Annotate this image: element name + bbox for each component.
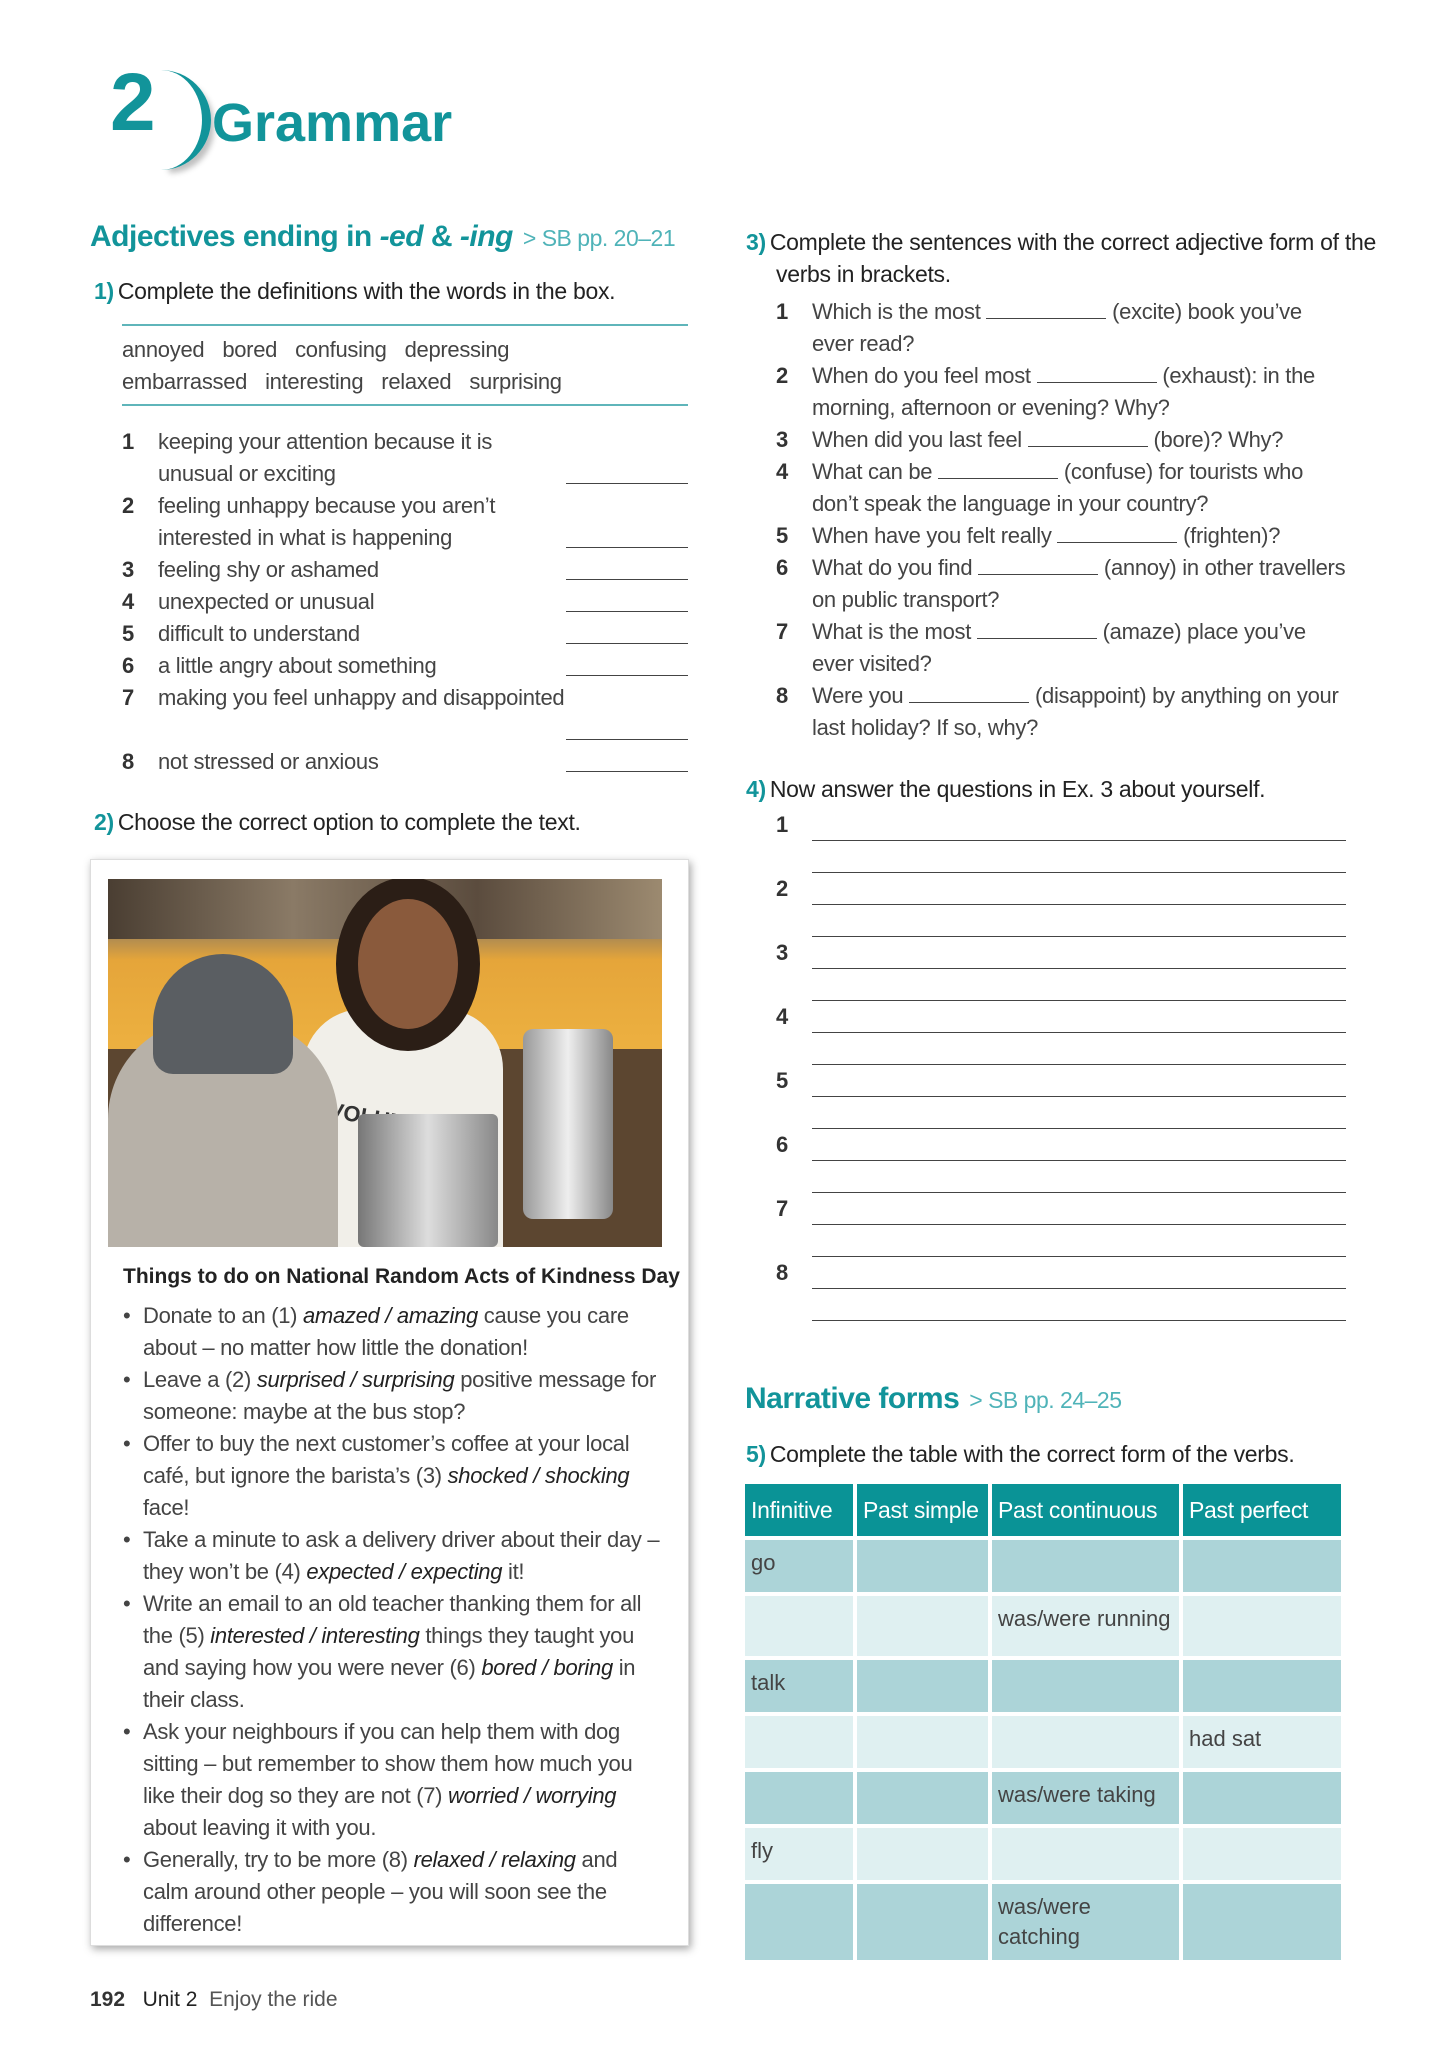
answer-line[interactable] bbox=[812, 904, 1346, 905]
text: Offer to buy the next customer’s coffee at your local café, but ignore the barista’s (3) bbox=[143, 1431, 630, 1488]
instruction-text: Now answer the questions in Ex. 3 about yourself. bbox=[769, 776, 1266, 802]
item-number: 6 bbox=[776, 555, 788, 580]
list-item bbox=[123, 1364, 663, 1428]
answer-item bbox=[776, 1196, 1346, 1260]
unit-number: 2 bbox=[110, 57, 156, 148]
answer-blank[interactable] bbox=[1028, 426, 1148, 447]
text: (confuse) for tourists who don’t speak the language in your country? bbox=[812, 459, 1304, 516]
definition-item bbox=[122, 650, 688, 682]
table-cell[interactable] bbox=[1183, 1660, 1341, 1712]
question-item bbox=[776, 552, 1346, 616]
exercise-number: 4) bbox=[746, 776, 766, 802]
word: bored bbox=[222, 337, 278, 362]
table-cell[interactable] bbox=[1183, 1772, 1341, 1824]
text: Take a minute to ask a delivery driver about their day – they won’t be (4) bbox=[143, 1527, 660, 1584]
definition-text: feeling unhappy because you aren’t interested in what is happening bbox=[158, 493, 496, 550]
answer-blank[interactable] bbox=[566, 579, 688, 580]
question-item bbox=[776, 424, 1346, 456]
answer-blank[interactable] bbox=[566, 483, 688, 484]
answer-line[interactable] bbox=[812, 1224, 1346, 1225]
table-cell[interactable] bbox=[857, 1660, 988, 1712]
table-cell[interactable] bbox=[992, 1660, 1179, 1712]
heading-ed: -ed bbox=[379, 220, 424, 253]
text: in their class. bbox=[143, 1655, 636, 1712]
question-item bbox=[776, 296, 1346, 360]
option-choice[interactable]: interested / interesting bbox=[210, 1623, 420, 1648]
text: Were you bbox=[812, 683, 910, 708]
answer-item bbox=[776, 1068, 1346, 1132]
text: Donate to an (1) bbox=[143, 1303, 303, 1328]
question-item bbox=[776, 680, 1346, 744]
definition-item bbox=[122, 746, 688, 778]
word: embarrassed bbox=[122, 369, 248, 394]
answer-blank[interactable] bbox=[986, 298, 1106, 319]
definition-text: unexpected or unusual bbox=[158, 589, 375, 614]
exercise-number: 2) bbox=[94, 809, 114, 835]
text: (annoy) in other travellers on public transport? bbox=[812, 555, 1346, 612]
instruction-text: Complete the table with the correct form of the verbs. bbox=[769, 1441, 1295, 1467]
item-number: 1 bbox=[776, 812, 788, 837]
answer-line[interactable] bbox=[812, 840, 1346, 841]
beanie-hat bbox=[153, 954, 293, 1074]
exercise-1-instruction bbox=[94, 278, 615, 305]
item-number: 7 bbox=[776, 619, 788, 644]
page-title: Grammar bbox=[212, 93, 453, 153]
word: depressing bbox=[404, 337, 510, 362]
table-cell[interactable] bbox=[1183, 1540, 1341, 1592]
item-number: 6 bbox=[776, 1132, 788, 1157]
option-choice[interactable]: surprised / surprising bbox=[256, 1367, 455, 1392]
answer-blank[interactable] bbox=[977, 618, 1097, 639]
answer-line[interactable] bbox=[812, 1288, 1346, 1289]
definition-text: a little angry about something bbox=[158, 653, 437, 678]
text: What do you find bbox=[812, 555, 979, 580]
verb-forms-table bbox=[741, 1480, 1345, 1964]
definition-item bbox=[122, 554, 688, 586]
answer-line[interactable] bbox=[812, 1192, 1346, 1193]
word: relaxed bbox=[381, 369, 452, 394]
word: interesting bbox=[265, 369, 364, 394]
list-item bbox=[123, 1716, 663, 1844]
unit-arc-icon bbox=[160, 70, 211, 170]
column-header: Infinitive bbox=[745, 1484, 853, 1536]
table-row bbox=[745, 1540, 1341, 1592]
answer-blank[interactable] bbox=[566, 739, 688, 740]
table-row bbox=[745, 1828, 1341, 1880]
text: cause you care about – no matter how little the donation! bbox=[143, 1303, 629, 1360]
volunteer-photo bbox=[108, 879, 662, 1247]
heading-text: Narrative forms bbox=[745, 1382, 960, 1415]
table-cell: talk bbox=[745, 1660, 853, 1712]
item-number: 7 bbox=[122, 685, 134, 710]
text: positive message for someone: maybe at the bus stop? bbox=[143, 1367, 656, 1424]
table-cell[interactable] bbox=[1183, 1596, 1341, 1656]
table-cell: was/were catching bbox=[992, 1884, 1179, 1960]
text: Generally, try to be more (8) bbox=[143, 1847, 414, 1872]
answer-line[interactable] bbox=[812, 1032, 1346, 1033]
column-header: Past perfect bbox=[1183, 1484, 1341, 1536]
definition-item bbox=[122, 682, 688, 746]
instruction-text: Choose the correct option to complete the text. bbox=[117, 809, 581, 835]
answer-blank[interactable] bbox=[1057, 522, 1177, 543]
column-header: Past continuous bbox=[992, 1484, 1179, 1536]
answer-line[interactable] bbox=[812, 1096, 1346, 1097]
answer-line[interactable] bbox=[812, 936, 1346, 937]
item-number: 2 bbox=[776, 363, 788, 388]
definition-item bbox=[122, 426, 688, 490]
word: surprising bbox=[469, 369, 562, 394]
instruction-text: Complete the sentences with the correct adjective form of the verbs in brackets. bbox=[769, 229, 1376, 287]
question-item bbox=[776, 456, 1346, 520]
question-item bbox=[776, 520, 1346, 552]
definition-text: making you feel unhappy and disappointed bbox=[158, 685, 565, 710]
table-cell: go bbox=[745, 1540, 853, 1592]
item-number: 4 bbox=[776, 459, 788, 484]
item-number: 2 bbox=[122, 493, 134, 518]
item-number: 7 bbox=[776, 1196, 788, 1221]
text: When have you felt really bbox=[812, 523, 1058, 548]
text: When did you last feel bbox=[812, 427, 1028, 452]
text: Leave a (2) bbox=[143, 1367, 257, 1392]
volunteer-face bbox=[358, 899, 458, 1029]
item-number: 5 bbox=[122, 621, 134, 646]
item-number: 3 bbox=[776, 427, 788, 452]
heading-text: Adjectives ending in bbox=[90, 220, 380, 253]
text: What is the most bbox=[812, 619, 977, 644]
answer-blank[interactable] bbox=[909, 682, 1029, 703]
soup-pot bbox=[358, 1114, 498, 1247]
option-choice[interactable]: relaxed / relaxing bbox=[413, 1847, 576, 1872]
answer-blank[interactable] bbox=[1037, 362, 1157, 383]
exercise-3-items bbox=[776, 296, 1346, 744]
text: Write an email to an old teacher thanking them for all the (5) bbox=[143, 1591, 642, 1648]
text: things they taught you and saying how you were never (6) bbox=[143, 1623, 635, 1680]
word: annoyed bbox=[122, 337, 205, 362]
item-number: 6 bbox=[122, 653, 134, 678]
answer-blank[interactable] bbox=[978, 554, 1098, 575]
item-number: 4 bbox=[122, 589, 134, 614]
text: (amaze) place you’ve ever visited? bbox=[812, 619, 1306, 676]
answer-item bbox=[776, 876, 1346, 940]
exercise-2-instruction bbox=[94, 809, 581, 836]
table-cell[interactable] bbox=[857, 1772, 988, 1824]
exercise-number: 5) bbox=[746, 1441, 766, 1467]
table-header bbox=[745, 1484, 1341, 1536]
item-number: 4 bbox=[776, 1004, 788, 1029]
text: it! bbox=[502, 1559, 525, 1584]
table-cell[interactable] bbox=[745, 1884, 853, 1960]
text: (excite) book you’ve ever read? bbox=[812, 299, 1302, 356]
page-number: 192 bbox=[90, 1988, 126, 2011]
text: When do you feel most bbox=[812, 363, 1037, 388]
table-cell[interactable] bbox=[857, 1596, 988, 1656]
item-number: 2 bbox=[776, 876, 788, 901]
definitions-list bbox=[122, 426, 688, 778]
section-heading-narrative bbox=[745, 1382, 1121, 1416]
list-item bbox=[123, 1844, 663, 1940]
answer-blank[interactable] bbox=[566, 675, 688, 676]
table-row bbox=[745, 1660, 1341, 1712]
option-choice[interactable]: amazed / amazing bbox=[303, 1303, 478, 1328]
exercise-number: 1) bbox=[94, 278, 114, 304]
answer-blank[interactable] bbox=[566, 611, 688, 612]
item-number: 5 bbox=[776, 1068, 788, 1093]
answer-blank[interactable] bbox=[566, 771, 688, 772]
instruction-text: Complete the definitions with the words in the box. bbox=[117, 278, 616, 304]
answer-line[interactable] bbox=[812, 1128, 1346, 1129]
heading-amp: & bbox=[423, 220, 460, 253]
list-item bbox=[123, 1428, 663, 1524]
answer-blank[interactable] bbox=[566, 547, 688, 548]
table-row bbox=[745, 1884, 1341, 1960]
table-cell[interactable] bbox=[992, 1716, 1179, 1768]
item-number: 8 bbox=[122, 749, 134, 774]
table-cell[interactable] bbox=[745, 1772, 853, 1824]
column-header: Past simple bbox=[857, 1484, 988, 1536]
table-cell: fly bbox=[745, 1828, 853, 1880]
table-cell[interactable] bbox=[1183, 1828, 1341, 1880]
text: face! bbox=[143, 1495, 190, 1520]
text: and calm around other people – you will soon see the difference! bbox=[143, 1847, 618, 1936]
definition-item bbox=[122, 586, 688, 618]
item-number: 8 bbox=[776, 683, 788, 708]
text: (disappoint) by anything on your last holiday? If so, why? bbox=[812, 683, 1339, 740]
definition-item bbox=[122, 618, 688, 650]
text: (frighten)? bbox=[1177, 523, 1281, 548]
item-number: 1 bbox=[776, 299, 788, 324]
table-cell[interactable] bbox=[857, 1716, 988, 1768]
definition-item bbox=[122, 490, 688, 554]
urn bbox=[523, 1029, 613, 1219]
answer-line[interactable] bbox=[812, 872, 1346, 873]
table-cell: had sat bbox=[1183, 1716, 1341, 1768]
sb-reference: > SB pp. 20–21 bbox=[522, 225, 676, 251]
answer-line[interactable] bbox=[812, 1000, 1346, 1001]
table-row bbox=[745, 1716, 1341, 1768]
answer-line[interactable] bbox=[812, 1256, 1346, 1257]
table-row bbox=[745, 1596, 1341, 1656]
option-choice[interactable]: expected / expecting bbox=[306, 1559, 503, 1584]
answer-line[interactable] bbox=[812, 1064, 1346, 1065]
answer-line[interactable] bbox=[812, 1320, 1346, 1321]
answer-item bbox=[776, 1004, 1346, 1068]
definition-text: keeping your attention because it is unusual or exciting bbox=[158, 429, 493, 486]
table-cell[interactable] bbox=[745, 1596, 853, 1656]
table-row bbox=[745, 1772, 1341, 1824]
text: Ask your neighbours if you can help them with dog sitting – but remember to show them how much you like their dog so they are not (7) bbox=[143, 1719, 633, 1808]
item-number: 1 bbox=[122, 429, 134, 454]
item-number: 8 bbox=[776, 1260, 788, 1285]
section-heading-adjectives bbox=[90, 220, 675, 254]
word-box bbox=[122, 324, 688, 406]
table-cell: was/were running bbox=[992, 1596, 1179, 1656]
question-item bbox=[776, 360, 1346, 424]
table-cell[interactable] bbox=[1183, 1884, 1341, 1960]
answer-blank[interactable] bbox=[938, 458, 1058, 479]
answer-line[interactable] bbox=[812, 968, 1346, 969]
exercise-3-instruction bbox=[746, 226, 1376, 290]
table-cell[interactable] bbox=[992, 1828, 1179, 1880]
table-cell[interactable] bbox=[857, 1828, 988, 1880]
sb-reference: > SB pp. 24–25 bbox=[969, 1387, 1122, 1413]
table-cell[interactable] bbox=[857, 1884, 988, 1960]
list-item bbox=[123, 1524, 663, 1588]
heading-ing: -ing bbox=[459, 220, 513, 253]
item-number: 3 bbox=[122, 557, 134, 582]
item-number: 3 bbox=[776, 940, 788, 965]
question-item bbox=[776, 616, 1346, 680]
unit-label: Unit 2 bbox=[142, 1988, 198, 2011]
answer-item bbox=[776, 1132, 1346, 1196]
option-choice[interactable]: worried / worrying bbox=[448, 1783, 617, 1808]
definition-text: feeling shy or ashamed bbox=[158, 557, 379, 582]
answer-item bbox=[776, 812, 1346, 876]
option-choice[interactable]: bored / boring bbox=[481, 1655, 613, 1680]
page-footer bbox=[90, 1988, 338, 2012]
exercise-number: 3) bbox=[746, 229, 766, 255]
table-cell[interactable] bbox=[745, 1716, 853, 1768]
list-item bbox=[123, 1300, 663, 1364]
table-cell: was/were taking bbox=[992, 1772, 1179, 1824]
definition-text: difficult to understand bbox=[158, 621, 360, 646]
answer-item bbox=[776, 940, 1346, 1004]
kindness-list bbox=[123, 1300, 663, 1940]
reading-card bbox=[90, 859, 689, 1946]
text: Which is the most bbox=[812, 299, 987, 324]
card-title: Things to do on National Random Acts of Kindness Day bbox=[123, 1265, 680, 1288]
text: about leaving it with you. bbox=[143, 1815, 377, 1840]
answer-lines bbox=[776, 812, 1346, 1324]
answer-line[interactable] bbox=[812, 1160, 1346, 1161]
unit-title: Enjoy the ride bbox=[209, 1988, 338, 2011]
table-cell[interactable] bbox=[992, 1540, 1179, 1592]
text: (exhaust): in the morning, afternoon or evening? Why? bbox=[812, 363, 1315, 420]
table-cell[interactable] bbox=[857, 1540, 988, 1592]
answer-item bbox=[776, 1260, 1346, 1324]
list-item bbox=[123, 1588, 663, 1716]
text: (bore)? Why? bbox=[1147, 427, 1284, 452]
option-choice[interactable]: shocked / shocking bbox=[447, 1463, 630, 1488]
exercise-4-instruction bbox=[746, 776, 1265, 803]
item-number: 5 bbox=[776, 523, 788, 548]
exercise-5-instruction bbox=[746, 1441, 1294, 1468]
answer-blank[interactable] bbox=[566, 643, 688, 644]
word: confusing bbox=[295, 337, 387, 362]
definition-text: not stressed or anxious bbox=[158, 749, 379, 774]
text: What can be bbox=[812, 459, 939, 484]
